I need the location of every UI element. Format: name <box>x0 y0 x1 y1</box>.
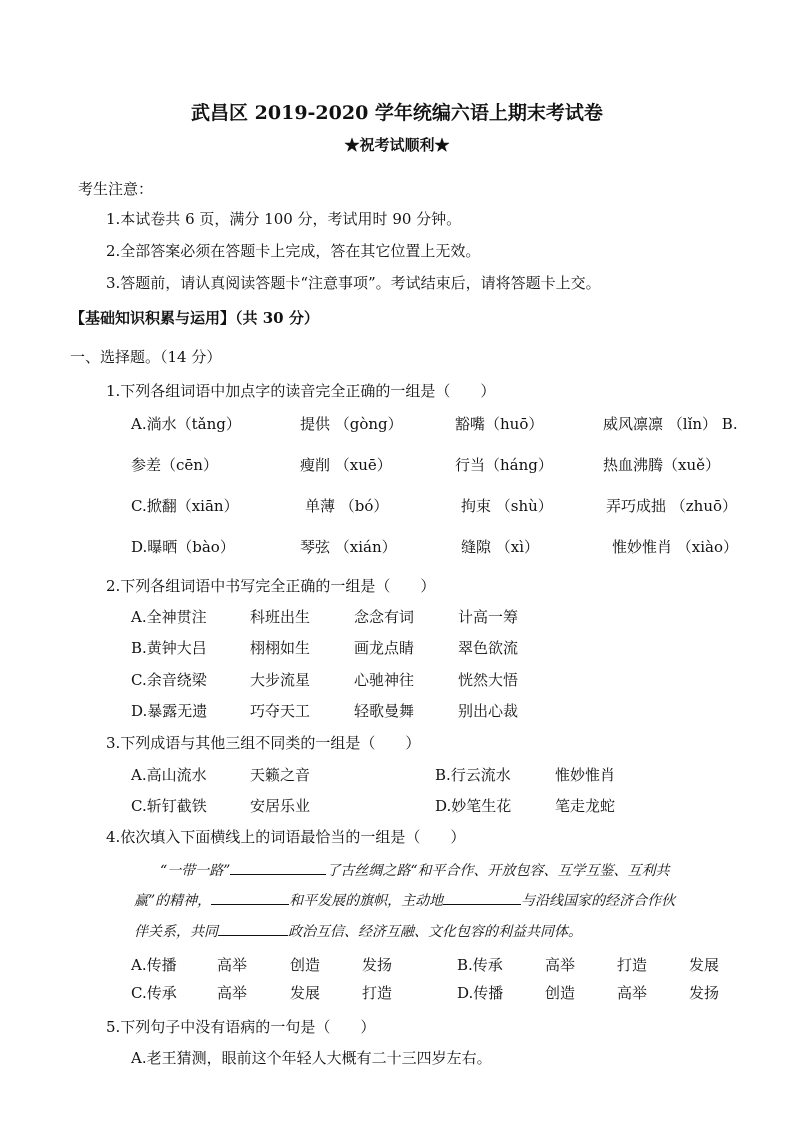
q4-option: A.传播 <box>131 956 177 974</box>
q3-option: B.行云流水 <box>435 766 511 784</box>
q4-passage-line <box>134 890 675 910</box>
q1-option: 参差（cēn） <box>131 456 218 474</box>
q2-option: D.暴露无遗 <box>131 702 208 720</box>
question-2-stem: 2.下列各组词语中书写完全正确的一组是（ ） <box>106 577 436 595</box>
passage-text: 了古丝绸之路“和平合作、开放包容、互学互鉴、互利共 <box>326 863 670 879</box>
question-4-stem: 4.依次填入下面横线上的词语最恰当的一组是（ ） <box>106 828 466 846</box>
passage-text: 和平发展的旗帜，主动地 <box>289 893 444 909</box>
q4-option: B.传承 <box>457 956 503 974</box>
q2-option: C.余音绕梁 <box>131 671 207 689</box>
q1-option: 热血沸腾（xuě） <box>603 456 720 474</box>
q3-option: D.妙笔生花 <box>435 797 512 815</box>
q4-option: 创造 <box>545 984 576 1002</box>
q4-option: D.传播 <box>457 984 504 1002</box>
q4-option: 发扬 <box>362 956 393 974</box>
q1-option: 琴弦 （xián） <box>300 538 397 556</box>
q1-option: 瘦削 （xuē） <box>300 456 392 474</box>
notice-item: 2.全部答案必须在答题卡上完成，答在其它位置上无效。 <box>106 242 481 260</box>
q1-option: 惟妙惟肖 （xiào） <box>612 538 738 556</box>
passage-text: 赢”的精神， <box>134 893 212 909</box>
q1-option: 威风凛凛 （lǐn） B. <box>603 415 738 433</box>
q2-option: 轻歌曼舞 <box>354 702 415 720</box>
q4-option: 创造 <box>290 956 321 974</box>
question-3-stem: 3.下列成语与其他三组不同类的一组是（ ） <box>106 734 421 752</box>
q1-option: 缝隙 （xì） <box>461 538 540 556</box>
q1-option: C.掀翻（xiān） <box>131 497 239 515</box>
q3-option: 惟妙惟肖 <box>555 766 616 784</box>
q3-option: C.斩钉截铁 <box>131 797 207 815</box>
passage-text: 伴关系，共同 <box>134 924 218 940</box>
q3-option: 笔走龙蛇 <box>555 797 616 815</box>
fill-blank <box>230 860 326 875</box>
q2-option: 别出心裁 <box>458 702 519 720</box>
q1-option: 单薄 （bó） <box>305 497 389 515</box>
section-heading: 【基础知识积累与运用】（共 30 分） <box>70 309 319 327</box>
fill-blank <box>218 921 288 936</box>
part-heading: 一、选择题。（14 分） <box>70 348 222 366</box>
q2-option: 栩栩如生 <box>250 639 311 657</box>
q2-option: 心驰神往 <box>354 671 415 689</box>
q4-option: C.传承 <box>131 984 177 1002</box>
q1-option: 提供 （gòng） <box>300 415 403 433</box>
q1-option: 豁嘴（huō） <box>455 415 544 433</box>
q2-option: 画龙点睛 <box>354 639 415 657</box>
q4-option: 发展 <box>689 956 720 974</box>
q4-option: 发扬 <box>689 984 720 1002</box>
notice-item: 1.本试卷共 6 页，满分 100 分，考试用时 90 分钟。 <box>106 210 462 228</box>
q4-passage-line <box>160 860 669 880</box>
q1-option: A.淌水（tǎng） <box>131 415 241 433</box>
page-title: 武昌区 2019-2020 学年统编六语上期末考试卷 <box>191 102 603 124</box>
q2-option: 翠色欲流 <box>458 639 519 657</box>
q4-option: 打造 <box>617 956 648 974</box>
q3-option: 安居乐业 <box>250 797 311 815</box>
question-1-stem: 1.下列各组词语中加点字的读音完全正确的一组是（ ） <box>106 382 496 400</box>
fill-blank <box>443 890 521 905</box>
q2-option: B.黄钟大吕 <box>131 639 207 657</box>
page-subtitle: ★祝考试顺利★ <box>344 136 450 154</box>
q1-option: 拘束 （shù） <box>461 497 553 515</box>
q2-option: 恍然大悟 <box>458 671 519 689</box>
q4-option: 高举 <box>545 956 576 974</box>
q3-option: 天籁之音 <box>250 766 311 784</box>
q2-option: 巧夺天工 <box>250 702 311 720</box>
q2-option: 科班出生 <box>250 608 311 626</box>
q4-option: 高举 <box>217 984 248 1002</box>
q4-option: 打造 <box>362 984 393 1002</box>
q4-option: 高举 <box>217 956 248 974</box>
q1-option: 行当（háng） <box>455 456 553 474</box>
notice-heading: 考生注意： <box>78 180 154 198</box>
question-5-stem: 5.下列句子中没有语病的一句是（ ） <box>106 1018 376 1036</box>
q1-option: 弄巧成拙 （zhuō） <box>606 497 738 515</box>
q2-option: 计高一筹 <box>458 608 519 626</box>
passage-text: 与沿线国家的经济合作伙 <box>521 893 676 909</box>
q2-option: 念念有词 <box>354 608 415 626</box>
q4-passage-line <box>134 921 582 941</box>
q2-option: A.全神贯注 <box>131 608 207 626</box>
q3-option: A.高山流水 <box>131 766 207 784</box>
passage-text: 政治互信、经济互融、文化包容的利益共同体。 <box>288 924 582 940</box>
passage-text: “一带一路” <box>160 863 231 879</box>
fill-blank <box>211 890 289 905</box>
q4-option: 发展 <box>290 984 321 1002</box>
q5-option: A.老王猜测，眼前这个年轻人大概有二十三四岁左右。 <box>131 1049 492 1067</box>
q1-option: D.曝晒（bào） <box>131 538 235 556</box>
notice-item: 3.答题前，请认真阅读答题卡“注意事项”。考试结束后，请将答题卡上交。 <box>106 274 601 292</box>
q2-option: 大步流星 <box>250 671 311 689</box>
q4-option: 高举 <box>617 984 648 1002</box>
